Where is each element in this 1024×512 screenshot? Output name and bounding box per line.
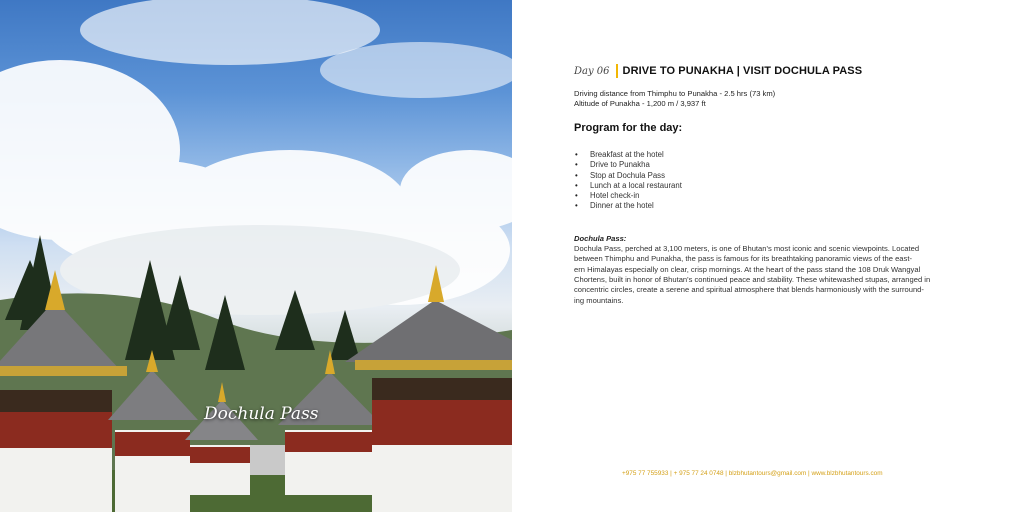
bullet-icon: • [575, 170, 578, 180]
program-item: • Stop at Dochula Pass [575, 170, 665, 180]
program-item: • Drive to Punakha [575, 160, 650, 170]
bullet-icon: • [575, 150, 578, 159]
description-line: concentric circles, create a serene and spiritual atmosphere that blends harmoniously with the surround- [574, 285, 924, 295]
itinerary-day [574, 62, 964, 306]
driving-distance: Driving distance from Thimphu to Punakha - 2.5 hrs (73 km) [574, 89, 776, 98]
day-title: DRIVE TO PUNAKHA | VISIT DOCHULA PASS [622, 65, 863, 77]
description-line: between Thimphu and Punakha, the pass is famous for its breathtaking panoramic views of the east- [574, 254, 912, 264]
program-item: • Dinner at the hotel [575, 201, 654, 211]
description-line: ing mountains. [574, 295, 624, 305]
bullet-icon: • [575, 160, 578, 170]
bullet-icon: • [575, 191, 578, 201]
program-heading: Program for the day: [574, 122, 683, 134]
altitude: Altitude of Punakha - 1,200 m / 3,937 ft [574, 99, 706, 108]
description-title: Dochula Pass: [574, 233, 627, 243]
program-list [574, 150, 964, 212]
bullet-icon: • [575, 180, 578, 190]
footer-contact: +975 77 755933 | + 975 77 24 0748 | blzbhutantours@gmail.com | www.blzbhutantours.com [622, 470, 883, 477]
photo-caption: Dochula Pass [204, 404, 319, 424]
day-label: Day 06 [574, 65, 610, 77]
description-line: Chortens, built in honor of Bhutan's continued peace and stability. These whitewashed stupas, arranged in [574, 274, 931, 284]
program-item: • Lunch at a local restaurant [575, 180, 682, 190]
trip-facts [574, 89, 964, 109]
clouds [0, 0, 512, 315]
description-line: Dochula Pass, perched at 3,100 meters, is one of Bhutan's most iconic and scenic viewpoints. Located [574, 244, 920, 254]
day-header [574, 62, 964, 80]
dochula-description [574, 234, 959, 306]
accent-divider [616, 64, 618, 78]
description-line: ern Himalayas especially on clear, crisp mornings. At the heart of the pass stand the 108 Druk Wangyal [574, 264, 921, 274]
program-item: • Breakfast at the hotel [575, 150, 664, 159]
bullet-icon: • [575, 201, 578, 211]
program-item: • Hotel check-in [575, 191, 640, 201]
